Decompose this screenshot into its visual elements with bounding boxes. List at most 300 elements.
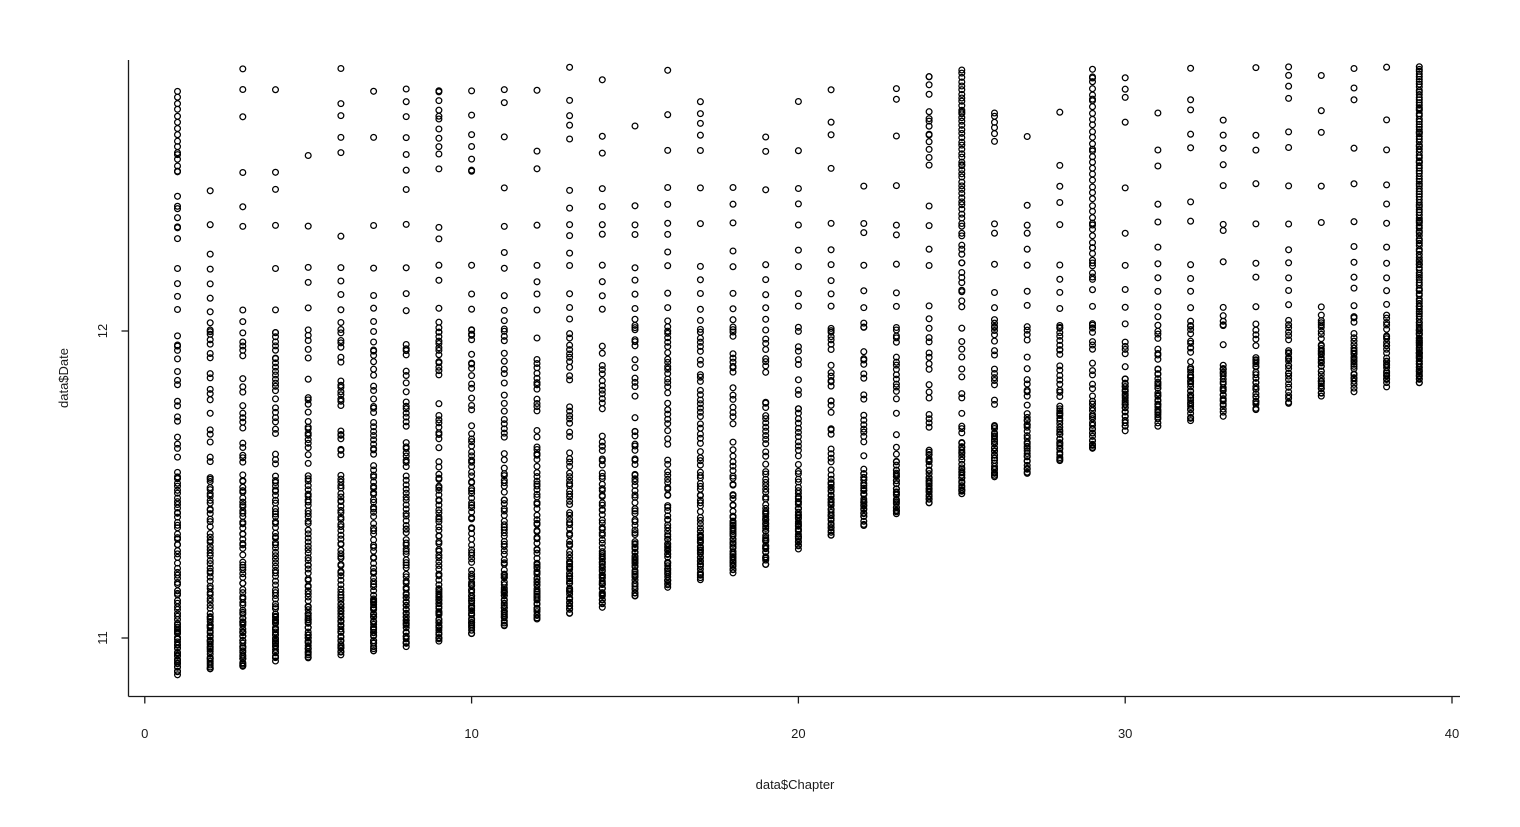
- data-point-open-circle: [1220, 183, 1226, 189]
- data-point-open-circle: [371, 366, 377, 372]
- data-point-open-circle: [632, 357, 638, 363]
- data-point-open-circle: [567, 188, 573, 194]
- data-point-open-circle: [730, 351, 736, 357]
- data-point-open-circle: [469, 469, 475, 475]
- data-point-open-circle: [338, 265, 344, 271]
- data-point-open-circle: [599, 150, 605, 156]
- data-point-open-circle: [273, 187, 279, 193]
- data-point-open-circle: [959, 391, 965, 397]
- data-point-open-circle: [567, 233, 573, 239]
- data-point-open-circle: [534, 396, 540, 402]
- data-point-open-circle: [599, 433, 605, 439]
- data-point-open-circle: [338, 66, 344, 72]
- data-point-open-circle: [926, 389, 932, 395]
- data-point-open-circle: [1155, 244, 1161, 250]
- data-point-open-circle: [240, 66, 246, 72]
- data-point-open-circle: [1188, 107, 1194, 113]
- data-point-open-circle: [207, 188, 213, 194]
- data-point-open-circle: [1057, 183, 1063, 189]
- data-point-open-circle: [436, 236, 442, 242]
- data-point-open-circle: [175, 101, 181, 107]
- data-point-open-circle: [665, 290, 671, 296]
- data-point-open-circle: [796, 453, 802, 459]
- data-point-open-circle: [469, 351, 475, 357]
- data-point-open-circle: [926, 82, 932, 88]
- data-point-open-circle: [436, 401, 442, 407]
- data-point-open-circle: [1155, 147, 1161, 153]
- data-point-open-circle: [1318, 73, 1324, 79]
- data-point-open-circle: [1220, 162, 1226, 168]
- data-point-open-circle: [240, 307, 246, 313]
- data-point-open-circle: [567, 113, 573, 119]
- data-point-open-circle: [1155, 304, 1161, 310]
- tick-labels: [56, 324, 1459, 792]
- data-point-open-circle: [796, 247, 802, 253]
- data-point-open-circle: [1057, 109, 1063, 115]
- data-point-open-circle: [1253, 181, 1259, 187]
- x-axis-title: data$Chapter: [755, 777, 835, 792]
- data-point-open-circle: [1122, 304, 1128, 310]
- data-point-open-circle: [240, 440, 246, 446]
- data-point-open-circle: [1384, 147, 1390, 153]
- data-point-open-circle: [632, 222, 638, 228]
- data-point-open-circle: [1351, 244, 1357, 250]
- x-tick-label: 10: [464, 726, 479, 741]
- data-point-open-circle: [403, 86, 409, 92]
- data-point-open-circle: [1090, 196, 1096, 202]
- data-point-open-circle: [1384, 64, 1390, 70]
- data-point-open-circle: [894, 261, 900, 267]
- data-point-open-circle: [1090, 66, 1096, 72]
- data-point-open-circle: [567, 470, 573, 476]
- data-point-open-circle: [1155, 275, 1161, 281]
- data-point-open-circle: [175, 333, 181, 339]
- data-point-open-circle: [1286, 260, 1292, 266]
- data-point-open-circle: [796, 291, 802, 297]
- data-point-open-circle: [730, 248, 736, 254]
- data-point-open-circle: [632, 291, 638, 297]
- data-point-open-circle: [926, 203, 932, 209]
- data-point-open-circle: [1057, 306, 1063, 312]
- data-point-open-circle: [861, 262, 867, 268]
- data-point-open-circle: [1384, 182, 1390, 188]
- data-point-open-circle: [1188, 305, 1194, 311]
- data-point-open-circle: [371, 88, 377, 94]
- data-point-open-circle: [763, 336, 769, 342]
- data-point-open-circle: [207, 439, 213, 445]
- data-point-open-circle: [1090, 190, 1096, 196]
- data-point-open-circle: [1351, 181, 1357, 187]
- data-point-open-circle: [1188, 131, 1194, 137]
- data-point-open-circle: [273, 426, 279, 432]
- data-point-open-circle: [240, 170, 246, 176]
- data-point-open-circle: [175, 119, 181, 125]
- data-point-open-circle: [567, 305, 573, 311]
- data-point-open-circle: [501, 401, 507, 407]
- data-point-open-circle: [926, 395, 932, 401]
- data-point-open-circle: [828, 303, 834, 309]
- data-point-open-circle: [1090, 233, 1096, 239]
- data-point-open-circle: [534, 263, 540, 269]
- data-point-open-circle: [730, 439, 736, 445]
- data-point-open-circle: [828, 132, 834, 138]
- data-point-open-circle: [698, 335, 704, 341]
- data-point-open-circle: [894, 451, 900, 457]
- data-point-open-circle: [632, 316, 638, 322]
- data-point-open-circle: [567, 450, 573, 456]
- data-point-open-circle: [828, 410, 834, 416]
- data-point-open-circle: [469, 536, 475, 542]
- data-point-open-circle: [894, 290, 900, 296]
- data-point-open-circle: [1351, 145, 1357, 151]
- data-point-open-circle: [567, 205, 573, 211]
- data-point-open-circle: [305, 153, 311, 159]
- data-point-open-circle: [1188, 359, 1194, 365]
- data-point-open-circle: [665, 305, 671, 311]
- data-point-open-circle: [1122, 321, 1128, 327]
- data-point-open-circle: [436, 135, 442, 141]
- data-point-open-circle: [992, 290, 998, 296]
- data-point-open-circle: [1122, 287, 1128, 293]
- data-point-open-circle: [730, 306, 736, 312]
- data-point-open-circle: [175, 106, 181, 112]
- data-point-open-circle: [1057, 163, 1063, 169]
- data-point-open-circle: [1253, 304, 1259, 310]
- data-point-open-circle: [567, 373, 573, 379]
- data-point-open-circle: [469, 373, 475, 379]
- data-point-open-circle: [599, 350, 605, 356]
- data-point-open-circle: [665, 148, 671, 154]
- data-point-open-circle: [796, 387, 802, 393]
- data-point-open-circle: [1253, 132, 1259, 138]
- data-point-open-circle: [1024, 202, 1030, 208]
- data-point-open-circle: [240, 552, 246, 558]
- data-point-open-circle: [1220, 313, 1226, 319]
- data-point-open-circle: [207, 397, 213, 403]
- data-point-open-circle: [175, 193, 181, 199]
- data-point-open-circle: [436, 98, 442, 104]
- data-point-open-circle: [305, 409, 311, 415]
- data-point-open-circle: [403, 135, 409, 141]
- data-point-open-circle: [894, 410, 900, 416]
- data-point-open-circle: [175, 126, 181, 132]
- data-point-open-circle: [959, 346, 965, 352]
- data-point-open-circle: [175, 454, 181, 460]
- data-point-open-circle: [567, 316, 573, 322]
- data-point-open-circle: [534, 357, 540, 363]
- data-point-open-circle: [1351, 331, 1357, 337]
- data-point-open-circle: [861, 453, 867, 459]
- data-point-open-circle: [338, 473, 344, 479]
- data-point-open-circle: [1122, 364, 1128, 370]
- data-point-open-circle: [1090, 134, 1096, 140]
- data-point-open-circle: [1286, 73, 1292, 79]
- data-point-open-circle: [632, 306, 638, 312]
- data-point-open-circle: [894, 222, 900, 228]
- data-point-open-circle: [207, 222, 213, 228]
- data-point-open-circle: [338, 135, 344, 141]
- data-point-open-circle: [273, 87, 279, 93]
- data-point-open-circle: [926, 382, 932, 388]
- data-point-open-circle: [567, 404, 573, 410]
- data-point-open-circle: [175, 378, 181, 384]
- data-point-open-circle: [1351, 85, 1357, 91]
- data-point-open-circle: [959, 304, 965, 310]
- data-point-open-circle: [175, 281, 181, 287]
- data-point-open-circle: [371, 463, 377, 469]
- data-point-open-circle: [599, 204, 605, 210]
- data-point-open-circle: [305, 265, 311, 271]
- data-point-open-circle: [175, 266, 181, 272]
- data-point-open-circle: [403, 380, 409, 386]
- data-point-open-circle: [1122, 95, 1128, 101]
- data-point-open-circle: [992, 261, 998, 267]
- data-point-open-circle: [175, 294, 181, 300]
- data-point-open-circle: [501, 250, 507, 256]
- data-point-open-circle: [1384, 260, 1390, 266]
- data-point-open-circle: [599, 363, 605, 369]
- data-point-open-circle: [371, 359, 377, 365]
- data-point-open-circle: [501, 489, 507, 495]
- data-point-open-circle: [1090, 270, 1096, 276]
- data-point-open-circle: [1351, 303, 1357, 309]
- data-point-open-circle: [698, 306, 704, 312]
- data-point-open-circle: [1318, 108, 1324, 114]
- data-point-open-circle: [894, 304, 900, 310]
- data-point-open-circle: [469, 381, 475, 387]
- data-point-open-circle: [469, 262, 475, 268]
- data-point-open-circle: [926, 325, 932, 331]
- data-point-open-circle: [632, 123, 638, 129]
- data-point-open-circle: [371, 223, 377, 229]
- data-point-open-circle: [469, 291, 475, 297]
- data-point-open-circle: [534, 307, 540, 313]
- data-point-open-circle: [240, 114, 246, 120]
- data-point-open-circle: [1253, 221, 1259, 227]
- data-point-open-circle: [730, 201, 736, 207]
- data-point-open-circle: [501, 366, 507, 372]
- data-point-open-circle: [501, 518, 507, 524]
- data-point-open-circle: [926, 303, 932, 309]
- data-point-open-circle: [894, 396, 900, 402]
- data-point-open-circle: [175, 94, 181, 100]
- data-point-open-circle: [665, 457, 671, 463]
- data-point-open-circle: [273, 169, 279, 175]
- data-point-open-circle: [273, 330, 279, 336]
- data-point-open-circle: [1024, 411, 1030, 417]
- data-point-open-circle: [698, 264, 704, 270]
- data-point-open-circle: [207, 251, 213, 257]
- data-point-open-circle: [207, 387, 213, 393]
- data-point-open-circle: [1220, 117, 1226, 123]
- data-point-open-circle: [1384, 220, 1390, 226]
- data-point-open-circle: [1286, 129, 1292, 135]
- data-point-open-circle: [1057, 290, 1063, 296]
- data-point-open-circle: [501, 224, 507, 230]
- data-point-open-circle: [469, 306, 475, 312]
- data-point-open-circle: [501, 265, 507, 271]
- data-point-open-circle: [698, 357, 704, 363]
- data-point-open-circle: [926, 263, 932, 269]
- data-point-open-circle: [1253, 65, 1259, 71]
- data-point-open-circle: [338, 307, 344, 313]
- data-point-open-circle: [371, 319, 377, 325]
- data-point-open-circle: [305, 419, 311, 425]
- data-point-open-circle: [1220, 145, 1226, 151]
- data-point-open-circle: [436, 445, 442, 451]
- data-point-open-circle: [665, 249, 671, 255]
- data-point-open-circle: [371, 383, 377, 389]
- data-point-open-circle: [665, 202, 671, 208]
- data-point-open-circle: [926, 412, 932, 418]
- data-point-open-circle: [730, 453, 736, 459]
- data-point-open-circle: [763, 292, 769, 298]
- data-point-open-circle: [567, 429, 573, 435]
- data-point-open-circle: [273, 396, 279, 402]
- data-point-open-circle: [796, 264, 802, 270]
- data-point-open-circle: [1384, 244, 1390, 250]
- data-point-open-circle: [1057, 262, 1063, 268]
- data-point-open-circle: [1286, 64, 1292, 70]
- data-point-open-circle: [1155, 289, 1161, 295]
- data-point-open-circle: [599, 306, 605, 312]
- data-point-open-circle: [1024, 354, 1030, 360]
- data-point-open-circle: [926, 139, 932, 145]
- data-point-open-circle: [1253, 274, 1259, 280]
- data-point-open-circle: [403, 265, 409, 271]
- data-point-open-circle: [338, 292, 344, 298]
- y-tick-label: 12: [95, 323, 110, 339]
- data-point-open-circle: [992, 338, 998, 344]
- data-point-open-circle: [1155, 163, 1161, 169]
- data-point-open-circle: [501, 318, 507, 324]
- data-point-open-circle: [665, 318, 671, 324]
- data-point-open-circle: [599, 279, 605, 285]
- data-point-open-circle: [1188, 199, 1194, 205]
- data-point-open-circle: [403, 399, 409, 405]
- axes: [129, 60, 1461, 697]
- data-point-open-circle: [305, 223, 311, 229]
- data-point-open-circle: [1253, 260, 1259, 266]
- data-point-open-circle: [240, 224, 246, 230]
- data-point-open-circle: [1220, 132, 1226, 138]
- data-point-open-circle: [436, 107, 442, 113]
- data-point-open-circle: [926, 162, 932, 168]
- data-point-open-circle: [501, 417, 507, 423]
- data-point-open-circle: [763, 149, 769, 155]
- data-point-open-circle: [501, 185, 507, 191]
- data-point-open-circle: [698, 388, 704, 394]
- data-point-open-circle: [894, 444, 900, 450]
- data-point-open-circle: [469, 156, 475, 162]
- data-point-open-circle: [698, 121, 704, 127]
- data-point-open-circle: [926, 109, 932, 115]
- data-point-open-circle: [567, 98, 573, 104]
- data-point-open-circle: [1286, 288, 1292, 294]
- data-point-open-circle: [926, 246, 932, 252]
- data-point-open-circle: [371, 396, 377, 402]
- data-point-open-circle: [1024, 288, 1030, 294]
- data-point-open-circle: [665, 407, 671, 413]
- data-point-open-circle: [861, 371, 867, 377]
- data-point-open-circle: [403, 99, 409, 105]
- data-point-open-circle: [763, 316, 769, 322]
- data-point-open-circle: [828, 87, 834, 93]
- data-point-open-circle: [1155, 219, 1161, 225]
- data-point-open-circle: [665, 263, 671, 269]
- data-point-open-circle: [763, 134, 769, 140]
- data-point-open-circle: [501, 457, 507, 463]
- data-point-open-circle: [599, 186, 605, 192]
- data-point-open-circle: [1057, 363, 1063, 369]
- data-point-open-circle: [861, 349, 867, 355]
- data-point-open-circle: [1286, 247, 1292, 253]
- data-point-open-circle: [240, 376, 246, 382]
- data-point-open-circle: [1090, 287, 1096, 293]
- data-point-open-circle: [698, 99, 704, 105]
- data-point-open-circle: [796, 222, 802, 228]
- data-point-open-circle: [730, 220, 736, 226]
- data-point-open-circle: [403, 368, 409, 374]
- data-point-open-circle: [1286, 183, 1292, 189]
- data-point-open-circle: [338, 150, 344, 156]
- data-point-open-circle: [894, 232, 900, 238]
- data-point-open-circle: [599, 77, 605, 83]
- data-point-open-circle: [469, 567, 475, 573]
- data-point-open-circle: [567, 222, 573, 228]
- data-point-open-circle: [534, 148, 540, 154]
- data-point-open-circle: [403, 473, 409, 479]
- data-point-open-circle: [632, 375, 638, 381]
- data-point-open-circle: [926, 74, 932, 80]
- data-point-open-circle: [1351, 219, 1357, 225]
- data-point-open-circle: [828, 247, 834, 253]
- data-point-open-circle: [1122, 75, 1128, 81]
- data-point-open-circle: [796, 344, 802, 350]
- data-point-open-circle: [632, 365, 638, 371]
- data-point-open-circle: [175, 89, 181, 95]
- data-point-open-circle: [763, 277, 769, 283]
- data-point-open-circle: [1155, 346, 1161, 352]
- data-point-open-circle: [207, 531, 213, 537]
- data-point-open-circle: [1122, 230, 1128, 236]
- data-point-open-circle: [828, 278, 834, 284]
- data-point-open-circle: [567, 250, 573, 256]
- data-point-open-circle: [207, 410, 213, 416]
- data-point-open-circle: [632, 277, 638, 283]
- data-point-open-circle: [763, 327, 769, 333]
- data-point-open-circle: [861, 183, 867, 189]
- data-point-open-circle: [796, 324, 802, 330]
- data-point-open-circle: [730, 185, 736, 191]
- data-point-open-circle: [469, 88, 475, 94]
- data-point-open-circle: [1090, 104, 1096, 110]
- data-point-open-circle: [1384, 288, 1390, 294]
- data-point-open-circle: [469, 403, 475, 409]
- data-point-open-circle: [240, 204, 246, 210]
- data-point-open-circle: [403, 291, 409, 297]
- data-point-open-circle: [1155, 110, 1161, 116]
- data-point-open-circle: [992, 230, 998, 236]
- data-point-open-circle: [175, 113, 181, 119]
- data-point-open-circle: [698, 221, 704, 227]
- data-point-open-circle: [175, 441, 181, 447]
- data-point-open-circle: [371, 420, 377, 426]
- data-point-open-circle: [599, 343, 605, 349]
- data-point-open-circle: [371, 372, 377, 378]
- data-point-open-circle: [1286, 83, 1292, 89]
- data-point-open-circle: [1024, 377, 1030, 383]
